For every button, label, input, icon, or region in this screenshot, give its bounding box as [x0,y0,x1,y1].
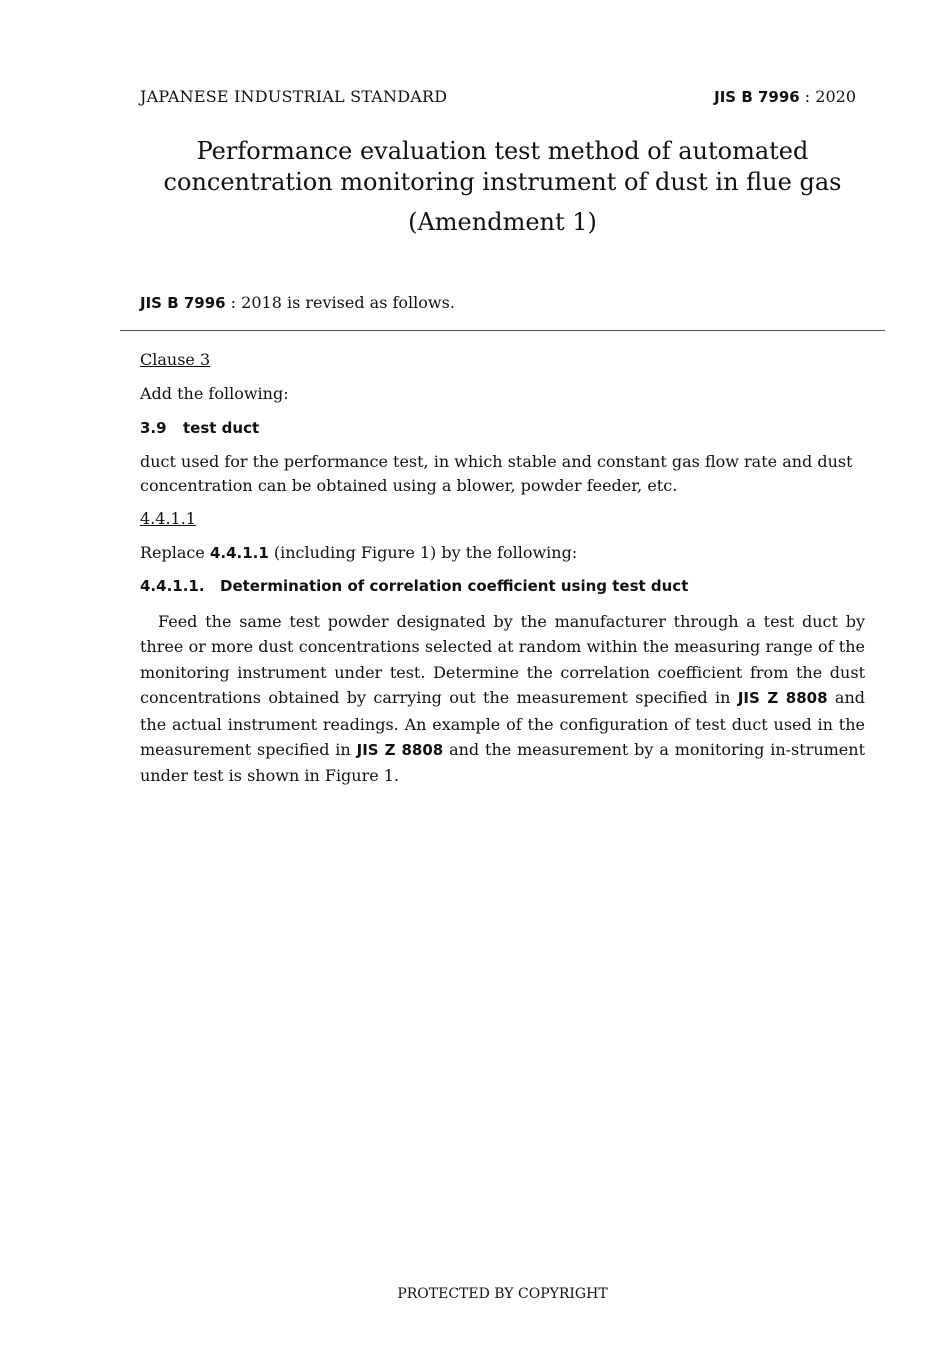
header-standard-code: JIS B 7996 [714,88,800,106]
body-reference-2: JIS Z 8808 [356,741,444,760]
copyright-footer: PROTECTED BY COPYRIGHT [397,1286,608,1302]
body-text-3: and the measurement by a monitoring in-strument under test is shown in Figure 1. [140,740,866,786]
body-text-1: Feed the same test powder designated by the manufacturer through a test duct by three or more dust concentrations selected at random within the measuring range of the monitoring instrument under test. Determine the correlation coefficient from the dust concentrations obtained by carrying out the measurement specified in [140,612,865,708]
revision-text: : 2018 is revised as follows. [225,293,455,312]
clause-3-instruction: Add the following: [140,384,289,403]
clause-4411-reference: 4.4.1.1 [140,509,196,528]
term-heading [140,419,259,437]
term-name: test duct [183,419,260,437]
revision-code: JIS B 7996 [140,294,226,312]
subclause-title: Determination of correlation coefficient using test duct [220,577,689,595]
subclause-body [140,609,865,789]
body-text-2: and the actual instrument readings. An example of the configuration of test duct used in the measurement specified in [140,688,865,760]
term-definition-line-2: concentration can be obtained using a blower, powder feeder, etc. [140,476,678,495]
header-divider [120,330,885,331]
revision-statement [140,293,455,312]
title-amendment: (Amendment 1) [408,208,597,236]
term-definition-line-1: duct used for the performance test, in which stable and constant gas flow rate and dust [140,452,853,471]
term-number: 3.9 [140,419,167,437]
title-line-1: Performance evaluation test method of automated [196,137,809,165]
header-year-separator: : [799,87,816,106]
body-reference-1: JIS Z 8808 [737,689,828,708]
document-title [120,136,885,238]
header-standard-id [714,87,856,106]
clause-3-reference: Clause 3 [140,350,211,369]
clause-4411-instruction [140,543,577,562]
subclause-heading [140,577,688,595]
subclause-number: 4.4.1.1. [140,577,205,595]
instruction-clause-ref: 4.4.1.1 [209,544,269,562]
instruction-prefix: Replace [140,543,210,562]
header-year: 2020 [815,87,856,106]
title-line-2: concentration monitoring instrument of dust in flue gas [163,168,842,196]
instruction-suffix: (including Figure 1) by the following: [268,543,578,562]
header-publisher: JAPANESE INDUSTRIAL STANDARD [140,87,448,106]
